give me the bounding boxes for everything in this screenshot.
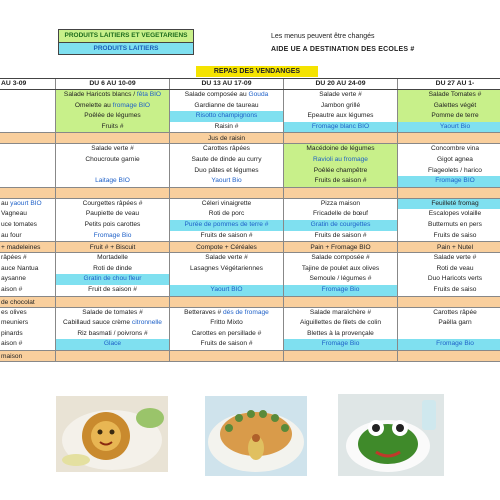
menu-line — [285, 329, 396, 340]
menu-line — [171, 253, 282, 264]
menu-line — [171, 122, 282, 133]
dish-highlight: yaourt BIO — [10, 199, 42, 207]
menu-line — [399, 285, 500, 296]
dish-highlight: Risotto champignons — [195, 112, 258, 120]
dish-text: Fruits # — [101, 122, 124, 130]
dish-highlight: Fromage blanc BIO — [311, 122, 370, 130]
menu-cell-w4-d3 — [398, 199, 500, 241]
dish-highlight: Ravioli au fromage — [313, 155, 368, 163]
dish-highlight: Gratin de chou fleur — [83, 275, 142, 283]
menu-line — [57, 176, 168, 187]
menu-cell-w4-d5 — [398, 308, 500, 350]
menu-line — [399, 209, 500, 220]
dish-text: Riz basmati / poivrons # — [77, 329, 148, 337]
dish-highlight: Fromage Bio — [321, 340, 360, 348]
dish-text: Blettes à la provençale — [307, 329, 374, 337]
menu-cell-w1-d3 — [56, 199, 170, 241]
dish-text: aysanne — [1, 275, 26, 283]
dish-text: meuniers — [1, 319, 29, 327]
snack-band-b4 — [0, 297, 500, 308]
dish-text: Gardianne de taureau — [194, 101, 259, 109]
menu-row-d5 — [0, 308, 500, 351]
dish-highlight: Yaourt Bio — [211, 177, 242, 185]
menu-line — [1, 122, 54, 133]
snack-cell — [284, 297, 398, 307]
menu-line — [56, 274, 169, 285]
snack-cell — [170, 351, 284, 361]
snack-band-b5 — [0, 351, 500, 362]
dish-text: Cabillaud sauce crème — [63, 319, 132, 327]
menu-line — [1, 90, 54, 101]
menu-line — [1, 111, 54, 122]
dish-text: Salade composée # — [311, 254, 370, 262]
menu-line — [171, 209, 282, 220]
menu-line — [57, 209, 168, 220]
menu-line — [1, 339, 54, 350]
menu-line — [398, 199, 500, 210]
menu-line — [171, 90, 282, 101]
menu-line — [284, 144, 397, 155]
menu-cell-w4-d2 — [398, 144, 500, 186]
dish-highlight: Fromage Bio — [93, 231, 132, 239]
snack-cell: Pain + Nutel — [436, 244, 474, 252]
menu-line — [399, 253, 500, 264]
menu-line — [1, 220, 54, 231]
dish-text: Salade de tomates # — [82, 308, 143, 316]
dish-text: Fruits de saison # — [314, 177, 367, 185]
menu-line — [171, 318, 282, 329]
menu-cell-w1-d1 — [56, 90, 170, 132]
dish-text: au four — [1, 231, 22, 239]
menu-line — [284, 285, 397, 296]
menu-cell-w3-d1 — [284, 90, 398, 132]
dish-text: Fricadelle de bœuf — [313, 210, 368, 218]
dish-text: Roti de veau — [436, 264, 474, 272]
lion-face-pasta-plate-image — [56, 396, 168, 472]
snack-cell — [284, 133, 398, 143]
dish-text: Duo pâtes et légumes — [194, 166, 259, 174]
menu-cell-w0-d2 — [0, 144, 56, 186]
snack-cell — [284, 188, 398, 198]
menu-line — [1, 308, 54, 319]
menu-line — [57, 264, 168, 275]
menu-line — [171, 231, 282, 242]
dish-text: Salade verte # — [319, 91, 362, 98]
dish-text: Céleri vinaigrette — [201, 199, 252, 207]
photo-strip — [0, 392, 500, 500]
dish-text: pinards — [1, 329, 23, 337]
snack-cell — [398, 188, 500, 198]
menu-cell-w2-d3 — [170, 199, 284, 241]
menu-line — [284, 176, 397, 187]
menu-line — [57, 285, 168, 296]
menu-line — [1, 253, 54, 264]
menu-line — [284, 155, 397, 166]
menu-line — [398, 339, 500, 350]
menu-cell-w3-d2 — [284, 144, 398, 186]
menu-line — [57, 144, 168, 155]
snack-cell — [56, 133, 170, 143]
menu-line — [57, 329, 168, 340]
menu-line — [399, 155, 500, 166]
dish-text: Escalopes volaille — [428, 210, 482, 218]
menu-line — [285, 264, 396, 275]
menu-line — [1, 144, 54, 155]
menu-line — [171, 199, 282, 210]
snack-cell — [0, 133, 56, 143]
week-header-1: DU 6 AU 10-09 — [56, 79, 170, 89]
menu-cell-w4-d4 — [398, 253, 500, 295]
menu-line — [171, 155, 282, 166]
menu-line — [57, 199, 168, 210]
dish-text: auce Nantua — [1, 264, 39, 272]
menu-line — [285, 274, 396, 285]
dish-text: Salade maraîchère # — [309, 308, 372, 316]
dish-highlight: Yaourt Bio — [439, 122, 471, 130]
dish-text: Macédoine de légumes — [306, 145, 375, 153]
notice — [271, 30, 414, 56]
dish-text: uce tomates — [1, 220, 37, 228]
menu-cell-w2-d2 — [170, 144, 284, 186]
dish-highlight: Fromage Bio — [321, 285, 360, 293]
menu-line — [284, 166, 397, 177]
menu-line — [285, 308, 396, 319]
menu-line — [171, 264, 282, 275]
snack-cell — [56, 297, 170, 307]
menu-line — [1, 231, 54, 242]
menu-line — [1, 264, 54, 275]
dish-highlight: Glace — [103, 340, 122, 348]
dish-text: Gigot agnea — [437, 155, 473, 163]
menu-line — [171, 308, 282, 319]
menu-grid — [0, 78, 500, 362]
legend-vegetarian: PRODUITS LAITIERS ET VEGETARIENS — [59, 30, 193, 42]
dish-text: Butternuts en pers — [428, 220, 482, 228]
menu-line — [398, 90, 500, 101]
dish-text: Tajine de poulet aux olives — [301, 264, 380, 272]
menu-line — [170, 220, 283, 231]
menu-line — [1, 274, 54, 285]
dish-text: Choucroute garnie — [85, 155, 140, 163]
dish-text: Lasagnes Végétariennes — [190, 264, 263, 272]
menu-cell-w0-d4 — [0, 253, 56, 295]
menu-line — [170, 285, 283, 296]
menu-line — [1, 166, 54, 177]
menu-line — [56, 122, 169, 133]
menu-line — [399, 264, 500, 275]
dish-text: Paëlla garn — [438, 319, 472, 327]
menu-line — [285, 231, 396, 242]
menu-cell-w4-d1 — [398, 90, 500, 132]
snack-cell: Pain + Fromage BIO — [284, 242, 398, 252]
week-header-4: DU 27 AU 1- — [435, 80, 475, 87]
dish-text: Pomme de terre — [431, 112, 479, 120]
menu-line — [285, 111, 396, 122]
menu-line — [399, 166, 500, 177]
menu-line — [399, 274, 500, 285]
dish-text: Galettes végét — [433, 101, 477, 109]
snack-cell: Fruit # + Biscuit — [56, 242, 170, 252]
snack-cell — [56, 188, 170, 198]
menu-line — [1, 176, 54, 187]
legend — [58, 29, 194, 55]
snack-cell — [170, 297, 284, 307]
dish-text: Carottes râpée — [433, 308, 477, 316]
snack-cell: + madeleines — [0, 242, 56, 252]
week-header-row — [0, 78, 500, 90]
dish-highlight: Gratin de courgettes — [310, 220, 371, 228]
menu-line — [1, 101, 54, 112]
dish-highlight: dés de fromage — [223, 308, 269, 316]
menu-line — [285, 101, 396, 112]
menu-line — [398, 111, 500, 122]
menu-row-d3 — [0, 199, 500, 242]
dish-text: Roti de porc — [208, 210, 245, 218]
menu-line — [1, 155, 54, 166]
menu-cell-w3-d3 — [284, 199, 398, 241]
menu-row-d4 — [0, 253, 500, 296]
dish-highlight: Yaourt BIO — [210, 285, 243, 293]
dish-text: Fruits de saiso — [433, 285, 477, 293]
menu-cell-w2-d4 — [170, 253, 284, 295]
dish-highlight: fêta BIO — [136, 91, 162, 98]
snack-cell: maison — [0, 351, 56, 361]
menu-line — [56, 111, 169, 122]
menu-line — [398, 122, 500, 133]
dish-text: râpées # — [1, 254, 27, 262]
menu-line — [285, 90, 396, 101]
menu-row-d2 — [0, 144, 500, 187]
snack-cell — [398, 133, 500, 143]
menu-line — [57, 220, 168, 231]
dish-text: Carottes râpées — [203, 145, 250, 153]
dish-text: Omelette au — [74, 101, 113, 109]
dish-highlight: Gouda — [248, 91, 269, 98]
dish-text: Epeautre aux légumes — [307, 112, 374, 120]
menu-line — [57, 231, 168, 242]
menu-cell-w1-d5 — [56, 308, 170, 350]
dish-text: Salade verte # — [91, 145, 134, 153]
menu-line — [285, 199, 396, 210]
dish-highlight: Fromage BIO — [435, 177, 475, 185]
peacock-bread-plate-image — [205, 396, 307, 476]
snack-cell — [398, 297, 500, 307]
menu-line — [57, 155, 168, 166]
menu-line — [57, 318, 168, 329]
menu-line — [171, 329, 282, 340]
dish-text: Poêlée champêtre — [313, 166, 368, 174]
dish-text: aison # — [1, 285, 23, 293]
snack-band-b2 — [0, 188, 500, 199]
menu-line — [56, 339, 169, 350]
menu-cell-w0-d3 — [0, 199, 56, 241]
dish-text: Courgettes râpées # — [82, 199, 143, 207]
menu-line — [285, 318, 396, 329]
menu-line — [399, 231, 500, 242]
dish-text: Salade verte # — [433, 254, 477, 262]
dish-highlight: Fromage Bio — [436, 340, 474, 348]
dish-text: Aiguillettes de filets de colin — [299, 319, 381, 327]
dish-text: Vagneau — [1, 210, 27, 218]
snack-cell — [56, 351, 170, 361]
snack-band-b1 — [0, 133, 500, 144]
menu-row-d1 — [0, 90, 500, 133]
dish-text: Carottes en persillade # — [191, 329, 262, 337]
menu-title: REPAS DES VENDANGES — [196, 66, 318, 77]
menu-line — [56, 90, 169, 101]
dish-text: Fruit de saison # — [88, 285, 137, 293]
dish-text: au — [1, 199, 11, 207]
menu-line — [1, 318, 54, 329]
dish-text: Flageolets / harico — [428, 166, 482, 174]
dish-text: Semoule / légumes # — [309, 275, 372, 283]
menu-line — [57, 166, 168, 177]
dish-text: Fruits de saison # — [200, 231, 253, 239]
dish-text: Concombre vina — [430, 145, 479, 153]
menu-cell-w1-d2 — [56, 144, 170, 186]
dish-highlight: Purée de pommes de terre # — [184, 220, 269, 228]
menu-line — [399, 329, 500, 340]
dish-text: Roti de dinde — [93, 264, 132, 272]
dish-text: Saute de dinde au curry — [191, 155, 262, 163]
menu-line — [284, 339, 397, 350]
menu-line — [171, 144, 282, 155]
menu-line — [284, 220, 397, 231]
snack-cell — [284, 351, 398, 361]
menu-cell-w2-d5 — [170, 308, 284, 350]
menu-line — [1, 329, 54, 340]
menu-line — [1, 209, 54, 220]
menu-cell-w2-d1 — [170, 90, 284, 132]
menu-line — [398, 176, 500, 187]
dish-text: Salade Tomates # — [428, 91, 482, 98]
snack-cell: de chocolat — [0, 297, 56, 307]
frog-salad-plate-image — [338, 394, 444, 476]
snack-cell: Compote + Céréales — [170, 242, 284, 252]
snack-band-b3 — [0, 242, 500, 253]
dish-text: Raisin # — [214, 122, 239, 130]
dish-text: Salade verte # — [205, 254, 248, 262]
menu-cell-w0-d1 — [0, 90, 56, 132]
dish-text: Betteraves # — [184, 308, 224, 316]
menu-line — [171, 274, 282, 285]
notice-line-1: Les menus peuvent être changés — [271, 33, 375, 40]
dish-text: aison # — [1, 340, 23, 348]
dish-text: Petits pois carottes — [84, 220, 141, 228]
dish-text: Fritto Mixto — [210, 319, 243, 327]
dish-highlight: citronnelle — [131, 319, 162, 327]
menu-line — [399, 308, 500, 319]
snack-cell — [170, 188, 284, 198]
menu-line — [285, 253, 396, 264]
menu-line — [399, 144, 500, 155]
dish-text: Salade composée au — [184, 91, 249, 98]
menu-line — [398, 101, 500, 112]
menu-line — [284, 122, 397, 133]
dish-text: Salade Haricots blancs / — [63, 91, 137, 98]
menu-line — [171, 166, 282, 177]
menu-line — [170, 111, 283, 122]
legend-dairy: PRODUITS LAITIERS — [59, 42, 193, 54]
menu-cell-w0-d5 — [0, 308, 56, 350]
dish-text: Fruits de saiso — [433, 231, 477, 239]
dish-text: Pizza maison — [320, 199, 361, 207]
week-header-0: AU 3-09 — [0, 79, 56, 89]
dish-text: es olives — [1, 308, 27, 316]
dish-highlight: Laitage BIO — [95, 177, 130, 185]
menu-line — [57, 253, 168, 264]
snack-cell — [398, 351, 500, 361]
menu-line — [171, 339, 282, 350]
menu-cell-w3-d4 — [284, 253, 398, 295]
menu-cell-w1-d4 — [56, 253, 170, 295]
menu-line — [1, 285, 54, 296]
menu-line — [171, 101, 282, 112]
week-header-3: DU 20 AU 24-09 — [284, 79, 398, 89]
menu-line — [171, 176, 282, 187]
dish-text: Fruits de saison # — [200, 340, 253, 348]
menu-line — [57, 308, 168, 319]
dish-text: Paupiette de veau — [85, 210, 140, 218]
menu-line — [56, 101, 169, 112]
dish-highlight: fromage BIO — [112, 101, 151, 109]
dish-text: Jambon grillé — [320, 101, 361, 109]
snack-cell — [0, 188, 56, 198]
notice-line-2: AIDE UE A DESTINATION DES ECOLES # — [271, 46, 415, 53]
menu-line — [285, 209, 396, 220]
dish-text: Mortadelle — [97, 254, 128, 262]
snack-cell: Jus de raisin — [170, 133, 284, 143]
dish-text: Fruits de saison # — [314, 231, 367, 239]
menu-line — [399, 318, 500, 329]
menu-cell-w3-d5 — [284, 308, 398, 350]
dish-text: Feuilleté fromag — [431, 199, 479, 207]
week-header-2: DU 13 AU 17-09 — [170, 79, 284, 89]
dish-text: Poêlée de légumes — [84, 112, 141, 120]
menu-line — [1, 199, 54, 210]
menu-line — [399, 220, 500, 231]
dish-text: Duo Haricots verts — [427, 275, 483, 283]
